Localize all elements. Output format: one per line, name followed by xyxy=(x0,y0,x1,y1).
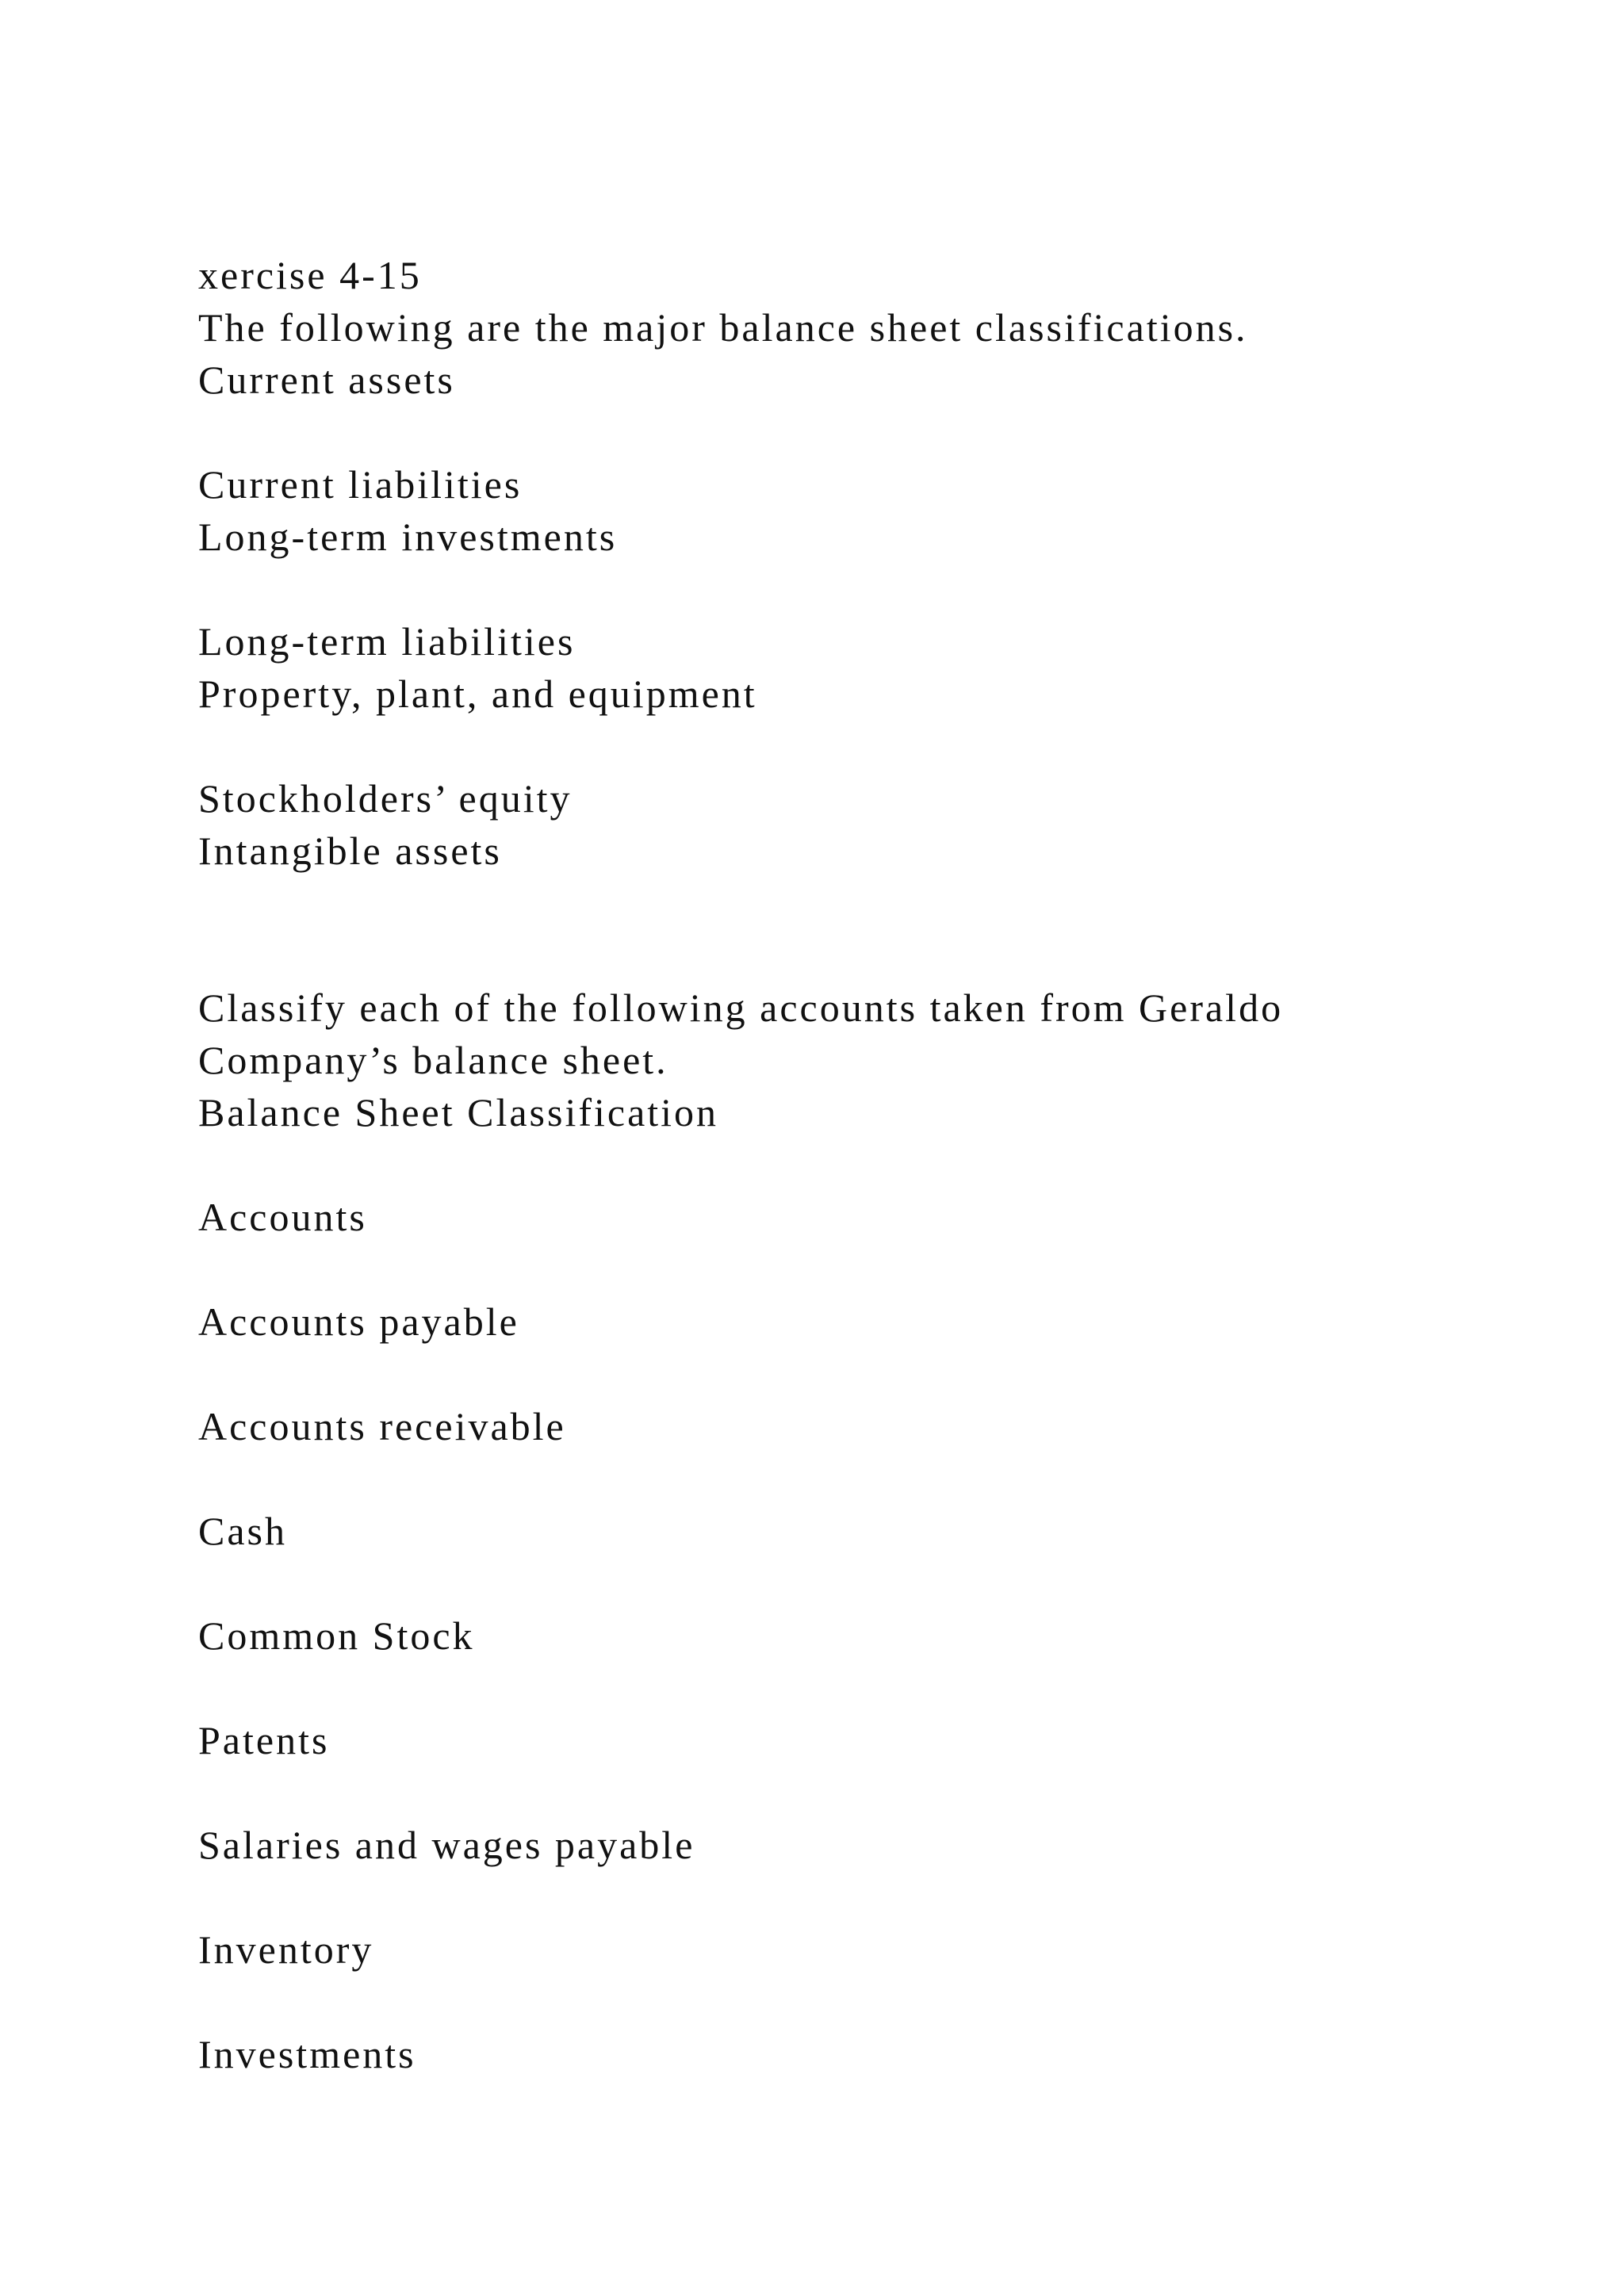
blank-line xyxy=(198,1662,1546,1714)
classification-item: Long-term liabilities xyxy=(198,619,576,664)
instruction-line-2: Company’s balance sheet. xyxy=(198,1038,668,1082)
account-item: Common Stock xyxy=(198,1613,475,1658)
account-item: Inventory xyxy=(198,1927,374,1972)
blank-line xyxy=(198,1871,1546,1923)
document-body xyxy=(198,249,1546,2080)
classification-item: Stockholders’ equity xyxy=(198,776,573,821)
exercise-heading: xercise 4-15 xyxy=(198,253,422,297)
classification-item: Property, plant, and equipment xyxy=(198,672,757,716)
blank-line xyxy=(198,1766,1546,1819)
classification-item: Long-term investments xyxy=(198,515,618,559)
blank-lines xyxy=(198,877,1546,982)
account-item: Accounts receivable xyxy=(198,1404,566,1448)
blank-line xyxy=(198,406,1546,458)
account-item: Cash xyxy=(198,1509,287,1553)
exercise-intro: The following are the major balance sheet classifications. xyxy=(198,305,1248,350)
classification-item: Intangible assets xyxy=(198,828,502,873)
blank-line xyxy=(198,1452,1546,1505)
blank-line xyxy=(198,1557,1546,1609)
blank-line xyxy=(198,1976,1546,2028)
classification-item: Current assets xyxy=(198,358,455,402)
blank-line xyxy=(198,563,1546,615)
account-item: Accounts payable xyxy=(198,1299,519,1344)
column-header: Accounts xyxy=(198,1195,367,1239)
instruction-line-1: Classify each of the following accounts taken from Geraldo xyxy=(198,985,1284,1030)
table-title: Balance Sheet Classification xyxy=(198,1090,719,1135)
blank-line xyxy=(198,1138,1546,1191)
blank-line xyxy=(198,720,1546,772)
account-item: Salaries and wages payable xyxy=(198,1823,695,1867)
account-item: Investments xyxy=(198,2032,416,2076)
blank-line xyxy=(198,1348,1546,1400)
classification-item: Current liabilities xyxy=(198,462,523,507)
blank-line xyxy=(198,1243,1546,1295)
account-item: Patents xyxy=(198,1718,330,1762)
